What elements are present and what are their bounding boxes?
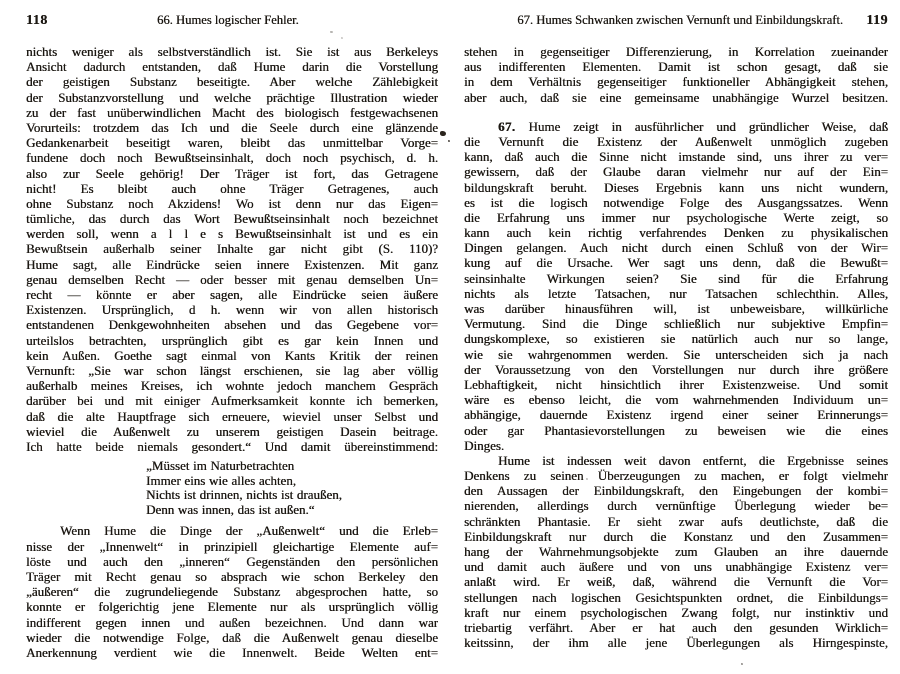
text-line: „äußeren“ die zugrundeliegende Substanz abgesprochen hatte, so <box>26 584 438 600</box>
text-line: genau demselben Recht — oder besser mit genau demselben Un= <box>26 271 438 287</box>
text-line: indifferent gegen innen und außen bezeichnen. Und dann war <box>26 614 438 630</box>
text-line: wieder die notwendige Folge, daß die Außenwelt genau dieselbe <box>26 629 438 645</box>
text-line: konnte er folgerichtig jene Elemente nur als ursprünglich völlig <box>26 599 438 615</box>
text-line: hang der Wahrnehmungsobjekte zum Glauben an ihre dauernde <box>464 544 888 559</box>
text-line: bildungskraft beruht. Dieses Ergebnis kann uns nicht wundern, <box>464 179 888 195</box>
text-line: keitssinn, der ihm alle jene Überlegungen als Hirngespinste, <box>464 635 888 651</box>
ink-speck <box>741 663 743 665</box>
text-line: in dem Verhältnis gegenseitiger funktioneller Abhängigkeit stehen, <box>464 74 888 90</box>
running-header-right: 67. Humes Schwanken zwischen Vernunft und Einbildungskraft. <box>517 13 843 27</box>
text-line: recht — könnte er aber sagen, alle Eindrücke seien äußere <box>26 287 438 302</box>
text-line: Vernunft: „Sie war schon längst erschienen, sie lag aber völlig <box>26 362 438 378</box>
text-line: abhängige, dauernde Existenz irgend einer seiner Erinnerungs= <box>464 407 888 423</box>
page-header-row-right <box>464 13 888 31</box>
text-line: daß die alte Hauptfrage sich erneuere, wieviel unser Selbst und <box>26 408 438 424</box>
text-line: kann, daß auch die Sinne nicht imstande sind, uns ihrer zu ver= <box>464 149 888 165</box>
page-119 <box>464 13 888 650</box>
text-line: gewissern, daß der Glaube daran vielmehr nur auf der Ein= <box>464 164 888 180</box>
verse-block <box>146 459 438 517</box>
text-line: Wenn Hume die Dinge der „Außenwelt“ und die Erleb= <box>60 523 438 539</box>
page-number-right: 119 <box>866 13 888 28</box>
text-line: kraft nur einem psychologischen Zwang folgt, nur instinktiv und <box>464 604 888 620</box>
text-line: die Erfahrung uns immer nur psychologische Werte zeigt, so <box>464 209 888 225</box>
paragraph <box>26 523 438 660</box>
text-line: wäre es ebenso leicht, die vom wahrnehmenden Individuum un= <box>464 392 888 408</box>
text-line: Dingen gelangen. Auch nicht durch einen Schluß von der Wir= <box>464 240 888 256</box>
section-number: 67. <box>498 118 516 134</box>
text-line: stellungen nach logischen Gesichtspunkten ordnet, die Einbildungs= <box>464 589 888 605</box>
text-line: „Müsset im Naturbetrachten <box>146 459 295 474</box>
text-line: der Voraussetzung von den Vorstellungen nur durch ihre größere <box>464 361 888 377</box>
text-line: Ansicht dadurch entstanden, daß Hume darin die Vorstellung <box>26 59 438 75</box>
text-line: was darüber hinausführen will, ist unbeweisbare, willkürliche <box>464 301 888 316</box>
text-line: Lebhaftigkeit, nicht hinsichtlich ihrer Existenzweise. Und somit <box>464 376 888 392</box>
text-line: 67. Hume zeigt in ausführlicher und gründlicher Weise, daß <box>498 118 888 134</box>
paragraph <box>26 44 438 454</box>
text-line: kann auch kein richtig verfahrendes Denken zu physikalischen <box>464 225 888 241</box>
text-line: Dinges. <box>464 437 505 453</box>
text-line: Gedankenarbeit beseitigt waren, bleibt das unmittelbar Vorge= <box>26 135 438 151</box>
text-line: nierenden, allerdings durch vernünftige Überlegung wieder be= <box>464 498 888 514</box>
text-line: löste und auch den „inneren“ Gegenständen den persönlichen <box>26 553 438 569</box>
text-line: kein Außen. Goethe sagt einmal von Kants Kritik der reinen <box>26 347 438 363</box>
text-line: Existenzen. Ursprünglich, d h. wenn wir von allen historisch <box>26 302 438 318</box>
text-line: Träger mit Recht genau so absprach wie schon Berkeley den <box>26 569 438 584</box>
text-line: wie sie wahrgenommen werden. Sie unterscheiden sich ja nach <box>464 346 888 362</box>
text-line: aus indifferenten Elementen. Damit ist schon gesagt, daß sie <box>464 59 888 75</box>
ink-speck <box>330 31 333 33</box>
text-line: Hume sagt, alle Eindrücke seien innere Existenzen. Mit ganz <box>26 256 438 272</box>
text-line: anlaßt wird. Er weiß, daß, während die Vernunft die Vor= <box>464 574 888 590</box>
text-line: Hume ist indessen weit davon entfernt, die Ergebnisse seines <box>498 452 888 468</box>
text-line: nisse der „Innenwelt“ in prinzipiell gleichartige Elemente auf= <box>26 538 438 554</box>
paragraph <box>464 44 888 105</box>
text-line: Vorurteils: trotzdem das Ich und die Seele durch eine glänzende <box>26 119 438 135</box>
ink-speck <box>586 478 588 480</box>
text-line: die Vernunft die Existenz der Außenwelt unmöglich zugeben <box>464 133 888 149</box>
text-line: oder gar Phantasievorstellungen zu beweisen wie die eines <box>464 422 888 438</box>
text-line: Ich hatte beide niemals gesondert.“ Und damit übereinstimmend: <box>26 438 438 454</box>
text-line: dungskomplexe, so existieren sie natürlich auch nur so lange, <box>464 331 888 347</box>
text-line: nichts weniger als selbstverständlich ist. Sie ist aus Berkeleys <box>26 44 438 59</box>
text-line: Anerkennung verdient wie die Innenwelt. Beide Welten ent= <box>26 644 438 660</box>
paragraph <box>464 453 888 650</box>
page-body-left <box>26 44 438 660</box>
text-line: Bewußtsein außerhalb seiner Inhalte gar nicht gibt (S. 110)? <box>26 241 438 257</box>
text-line: Einbildungskraft nur durch die Konstanz und den Zusammen= <box>464 528 888 544</box>
text-line: schränkten Phantasie. Er sieht zwar aufs deutlichste, daß die <box>464 513 888 529</box>
text-line: wieviel die Außenwelt zu unserem geistigen Dasein beitrage. <box>26 423 438 439</box>
text-line: Nichts ist drinnen, nichts ist draußen, <box>146 488 342 503</box>
text-line: der geistigen Substanz beseitigte. Aber welche Zählebigkeit <box>26 74 438 90</box>
page-118 <box>26 13 438 660</box>
text-line: zu der fast unüberwindlichen Macht des biologisch festgewachsenen <box>26 104 438 120</box>
text-line: Denkens zu seinen Überzeugungen zu machen, er folgt vielmehr <box>464 468 888 484</box>
text-line: und damit auch äußere und von uns unabhängige Existenz ver= <box>464 559 888 575</box>
ink-speck <box>341 37 343 39</box>
text-line: also zur Seele gehörig! Der Träger ist fort, das Getragene <box>26 165 438 181</box>
text-line: seinsinhalte Wirkungen seien? Sie sind für die Erfahrung <box>464 270 888 286</box>
text-line: aber auch, daß sie eine gemeinsame unabhängige Wurzel besitzen. <box>464 89 888 105</box>
text-line: darüber bei und mit einiger Aufmerksamkeit konnte ich bemerken, <box>26 393 438 409</box>
text-line: urteilslos betrachten, ursprünglich gibt es gar kein Innen und <box>26 332 438 348</box>
text-line: werden soll, wenn a l l e s Bewußtseinsinhalt ist und es ein <box>26 226 438 242</box>
page-body-right <box>464 44 888 650</box>
page-number-left: 118 <box>26 13 48 28</box>
text-line: den Aussagen der Einbildungskraft, den Eingebungen der kombi= <box>464 483 888 499</box>
text-line: Denn was innen, das ist außen.“ <box>146 502 315 517</box>
ink-speck <box>440 131 446 136</box>
paragraph <box>464 119 888 453</box>
text-line: entstandenen Denkgewohnheiten absehen und das Gegebene vor= <box>26 317 438 333</box>
text-line: stehen in gegenseitiger Differenzierung, in Korrelation zueinander <box>464 44 888 59</box>
text-line: ohne Substanz noch Akzidens! Wo ist denn nur das Eigen= <box>26 195 438 211</box>
text-line: Vermutung. Sind die Dinge schließlich nur subjektive Empfin= <box>464 316 888 332</box>
text-line: kung auf die Ursache. Wer sagt uns denn, daß die Bewußt= <box>464 255 888 271</box>
text-line: triebartig verfährt. Aber er hat auch den gesunden Wirklich= <box>464 619 888 635</box>
ink-speck <box>448 140 450 142</box>
text-line: der Substanzvorstellung und welche prächtige Illustration wieder <box>26 89 438 105</box>
text-line: nichts als letzte Tatsachen, nur Tatsachen schlechthin. Alles, <box>464 285 888 301</box>
text-line: nicht! Es bleibt auch ohne Träger Getragenes, auch <box>26 180 438 196</box>
text-line: es ist die logisch notwendige Folge des Ausgangssatzes. Wenn <box>464 194 888 210</box>
running-header-left: 66. Humes logischer Fehler. <box>157 13 299 27</box>
text-line: tümliche, das durch das Wort Bewußtseinsinhalt noch bezeichnet <box>26 211 438 227</box>
text-line: Immer eins wie alles achten, <box>146 473 296 488</box>
text-line: außerhalb meines Kreises, ich wohnte jedoch manchem Gespräch <box>26 378 438 394</box>
page-header-row-left <box>26 13 438 31</box>
text-line: fundene doch noch Bewußtseinsinhalt, doch noch psychisch, d. h. <box>26 150 438 166</box>
